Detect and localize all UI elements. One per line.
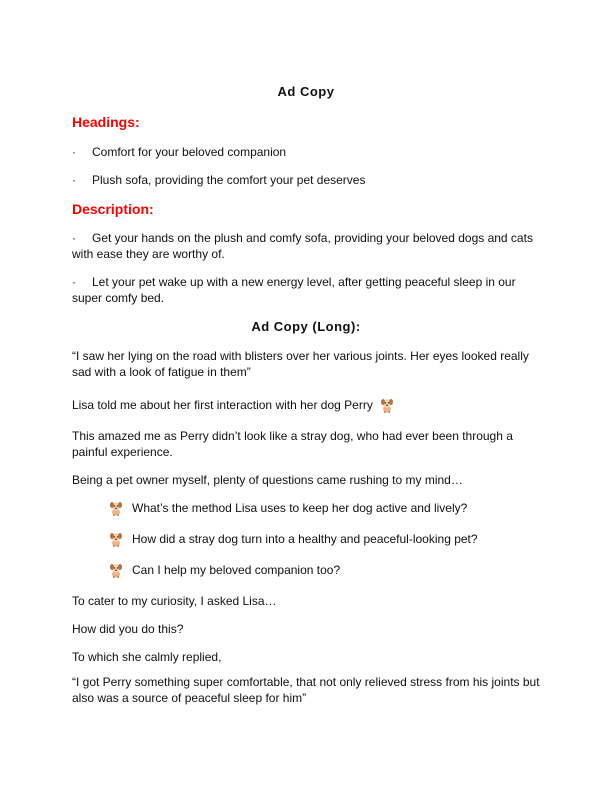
quote-line: “I saw her lying on the road with blisters over her various joints. Her eyes looked really	[72, 349, 529, 363]
headings-label: Headings:	[72, 114, 140, 130]
quote-line: sad with a look of fatigue in them”	[72, 365, 251, 379]
dog-face-icon	[108, 500, 124, 516]
quote-line: also was a source of peaceful sleep for him”	[72, 691, 307, 705]
description-label: Description:	[72, 201, 154, 217]
document-title: Ad Copy	[277, 84, 335, 99]
paragraph: To which she calmly replied,	[72, 650, 222, 664]
paragraph: To cater to my curiosity, I asked Lisa…	[72, 594, 277, 608]
description-item: Get your hands on the plush and comfy sofa, providing your beloved dogs and cats	[92, 231, 533, 245]
long-copy-title: Ad Copy (Long):	[251, 319, 361, 334]
question-item: What’s the method Lisa uses to keep her dog active and lively?	[132, 501, 468, 515]
quote-line: “I got Perry something super comfortable, that not only relieved stress from his joints but	[72, 675, 540, 689]
paragraph: This amazed me as Perry didn’t look like a stray dog, who had ever been through a	[72, 429, 513, 443]
bullet: ·	[72, 275, 76, 289]
dog-face-icon	[108, 562, 124, 578]
paragraph: painful experience.	[72, 445, 173, 459]
question-item: Can I help my beloved companion too?	[132, 563, 341, 577]
question-item: How did a stray dog turn into a healthy and peaceful-looking pet?	[132, 532, 478, 546]
heading-item: Comfort for your beloved companion	[92, 145, 287, 159]
paragraph: Being a pet owner myself, plenty of questions came rushing to my mind…	[72, 473, 463, 487]
paragraph: Lisa told me about her first interaction with her dog Perry	[72, 398, 373, 412]
paragraph: How did you do this?	[72, 622, 184, 636]
bullet: ·	[72, 145, 76, 159]
description-item-cont: super comfy bed.	[72, 291, 165, 305]
bullet: ·	[72, 173, 76, 187]
heading-item: Plush sofa, providing the comfort your pet deserves	[92, 173, 366, 187]
dog-face-icon	[379, 397, 395, 413]
description-item: Let your pet wake up with a new energy level, after getting peaceful sleep in our	[92, 275, 516, 289]
description-item-cont: with ease they are worthy of.	[72, 247, 225, 261]
dog-face-icon	[108, 531, 124, 547]
bullet: ·	[72, 231, 76, 245]
